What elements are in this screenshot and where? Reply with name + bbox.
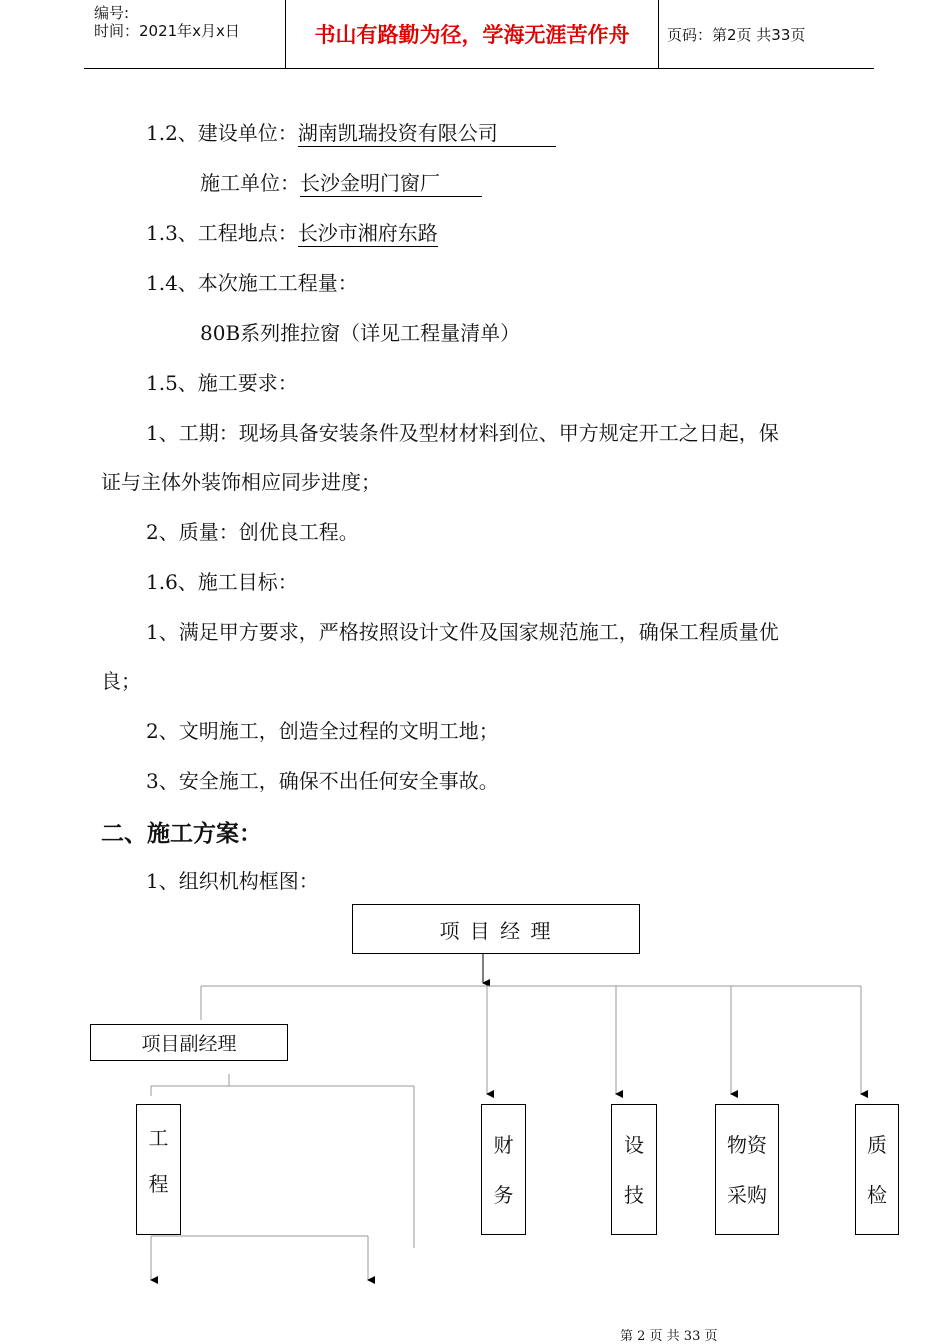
goal-1-cont: 良；: [101, 669, 141, 693]
goal-1: 1、满足甲方要求，严格按照设计文件及国家规范施工，确保工程质量优: [146, 620, 779, 644]
site-location-value: 长沙市湘府东路: [297, 221, 438, 245]
header-slogan: 书山有路勤为径，学海无涯苦作舟: [314, 23, 630, 47]
workload-detail: 80B系列推拉窗（详见工程量清单）: [200, 321, 521, 345]
page-header: [84, 0, 874, 69]
header-page-info: 页码：第2页 共33页: [667, 26, 806, 44]
section-heading: 二、施工方案：: [101, 821, 262, 847]
construction-owner-line: 1.2、建设单位：湖南凯瑞投资有限公司: [146, 120, 556, 147]
goal-2: 2、文明施工，创造全过程的文明工地；: [146, 719, 499, 743]
org-chart-label: 1、组织机构框图：: [146, 869, 319, 893]
goals-heading: 1.6、施工目标：: [146, 570, 298, 594]
document-number-label: 编号:: [94, 4, 130, 22]
header-meta: [84, 0, 284, 68]
owner-value: 湖南凯瑞投资有限公司: [298, 120, 556, 147]
procurement-box: 物资 采购: [715, 1104, 779, 1235]
quality-box: 质 检: [855, 1104, 899, 1235]
contractor-line: 施工单位：长沙金明门窗厂: [200, 170, 482, 197]
page-footer: 第 2 页 共 33 页: [620, 1329, 718, 1344]
requirement-quality: 2、质量：创优良工程。: [146, 520, 359, 544]
goal-3: 3、安全施工，确保不出任何安全事故。: [146, 769, 499, 793]
requirements-heading: 1.5、施工要求：: [146, 371, 298, 395]
finance-box: 财 务: [481, 1104, 526, 1235]
workload-heading: 1.4、本次施工工程量：: [146, 271, 358, 295]
requirement-schedule: 1、工期：现场具备安装条件及型材材料到位、甲方规定开工之日起，保: [146, 421, 779, 445]
document-date: 时间：2021年x月x日: [94, 22, 240, 40]
equipment-box: 设 技: [611, 1104, 657, 1235]
requirement-schedule-cont: 证与主体外装饰相应同步进度；: [101, 470, 381, 494]
engineering-box: 工 程: [136, 1104, 181, 1235]
project-manager-box: 项 目 经 理: [352, 904, 640, 954]
contractor-value: 长沙金明门窗厂: [300, 170, 482, 197]
deputy-manager-box: 项目副经理: [90, 1024, 288, 1061]
site-location-line: 1.3、工程地点：长沙市湘府东路: [146, 221, 438, 245]
